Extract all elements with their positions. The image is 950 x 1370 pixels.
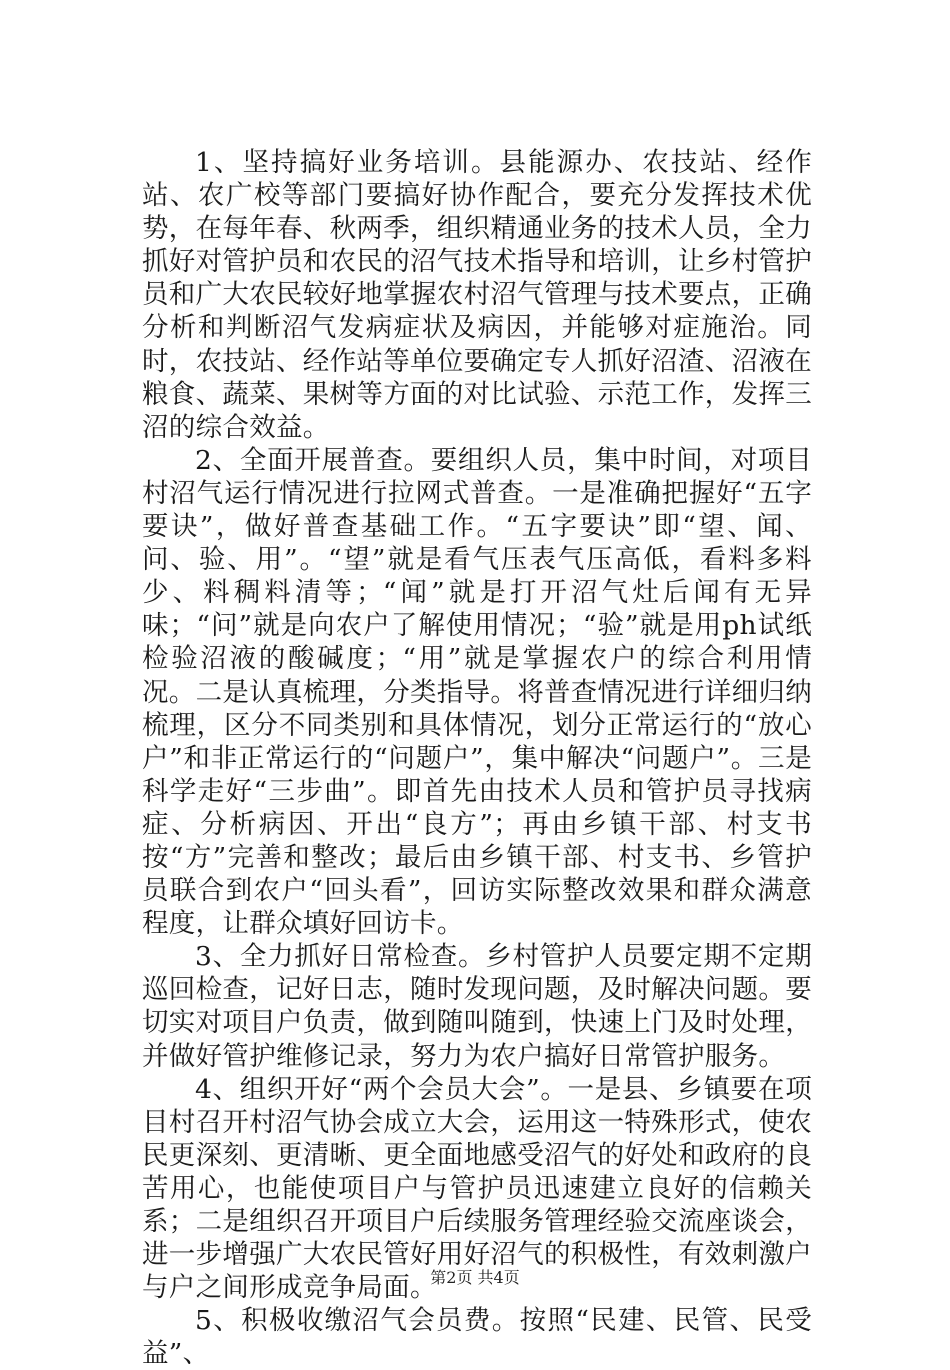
paragraph-membership-fee: 5、积极收缴沼气会员费。按照“民建、民管、民受益”、 (142, 1305, 812, 1370)
paragraph-daily-inspection: 3、全力抓好日常检查。乡村管护人员要定期不定期巡回检查，记好日志，随时发现问题，及时解决问题。要切实对项目户负责，做到随叫随到，快速上门及时处理，并做好管护维修记录，努力为农户搞好日常管护服务。 (142, 941, 812, 1072)
page-number-footer: 第2页 共4页 (430, 1268, 520, 1287)
paragraph-training: 1、坚持搞好业务培训。县能源办、农技站、经作站、农广校等部门要搞好协作配合，要充分发挥技术优势，在每年春、秋两季，组织精通业务的技术人员，全力抓好对管护员和农民的沼气技术指导和培训，让乡村管护员和广大农民较好地掌握农村沼气管理与技术要点，正确分析和判断沼气发病症状及病因，并能够对症施治。同时，农技站、经作站等单位要确定专人抓好沼渣、沼液在粮食、蔬菜、果树等方面的对比试验、示范工作，发挥三沼的综合效益。 (142, 147, 812, 443)
document-body (142, 146, 812, 1370)
paragraph-survey: 2、全面开展普查。要组织人员，集中时间，对项目村沼气运行情况进行拉网式普查。一是准确把握好“五字要诀”，做好普查基础工作。“五字要诀”即“望、闻、问、验、用”。“望”就是看气压表气压高低，看料多料少、料稠料清等；“闻”就是打开沼气灶后闻有无异味；“问”就是向农户了解使用情况；“验”就是用ph试纸检验沼液的酸碱度；“用”就是掌握农户的综合利用情况。二是认真梳理，分类指导。将普查情况进行详细归纳梳理，区分不同类别和具体情况，划分正常运行的“放心户”和非正常运行的“问题户”，集中解决“问题户”。三是科学走好“三步曲”。即首先由技术人员和管护员寻找病症、分析病因、开出“良方”；再由乡镇干部、村支书按“方”完善和整改；最后由乡镇干部、村支书、乡管护员联合到农户“回头看”，回访实际整改效果和群众满意程度，让群众填好回访卡。 (142, 444, 813, 940)
paragraph-member-meetings: 4、组织开好“两个会员大会”。一是县、乡镇要在项目村召开村沼气协会成立大会，运用这一特殊形式，使农民更深刻、更清晰、更全面地感受沼气的好处和政府的良苦用心，也能使项目户与管护员迅速建立良好的信赖关系；二是组织召开项目户后续服务管理经验交流座谈会，进一步增强广大农民管好用好沼气的积极性，有效刺激户与户之间形成竞争局面。 (142, 1073, 812, 1304)
